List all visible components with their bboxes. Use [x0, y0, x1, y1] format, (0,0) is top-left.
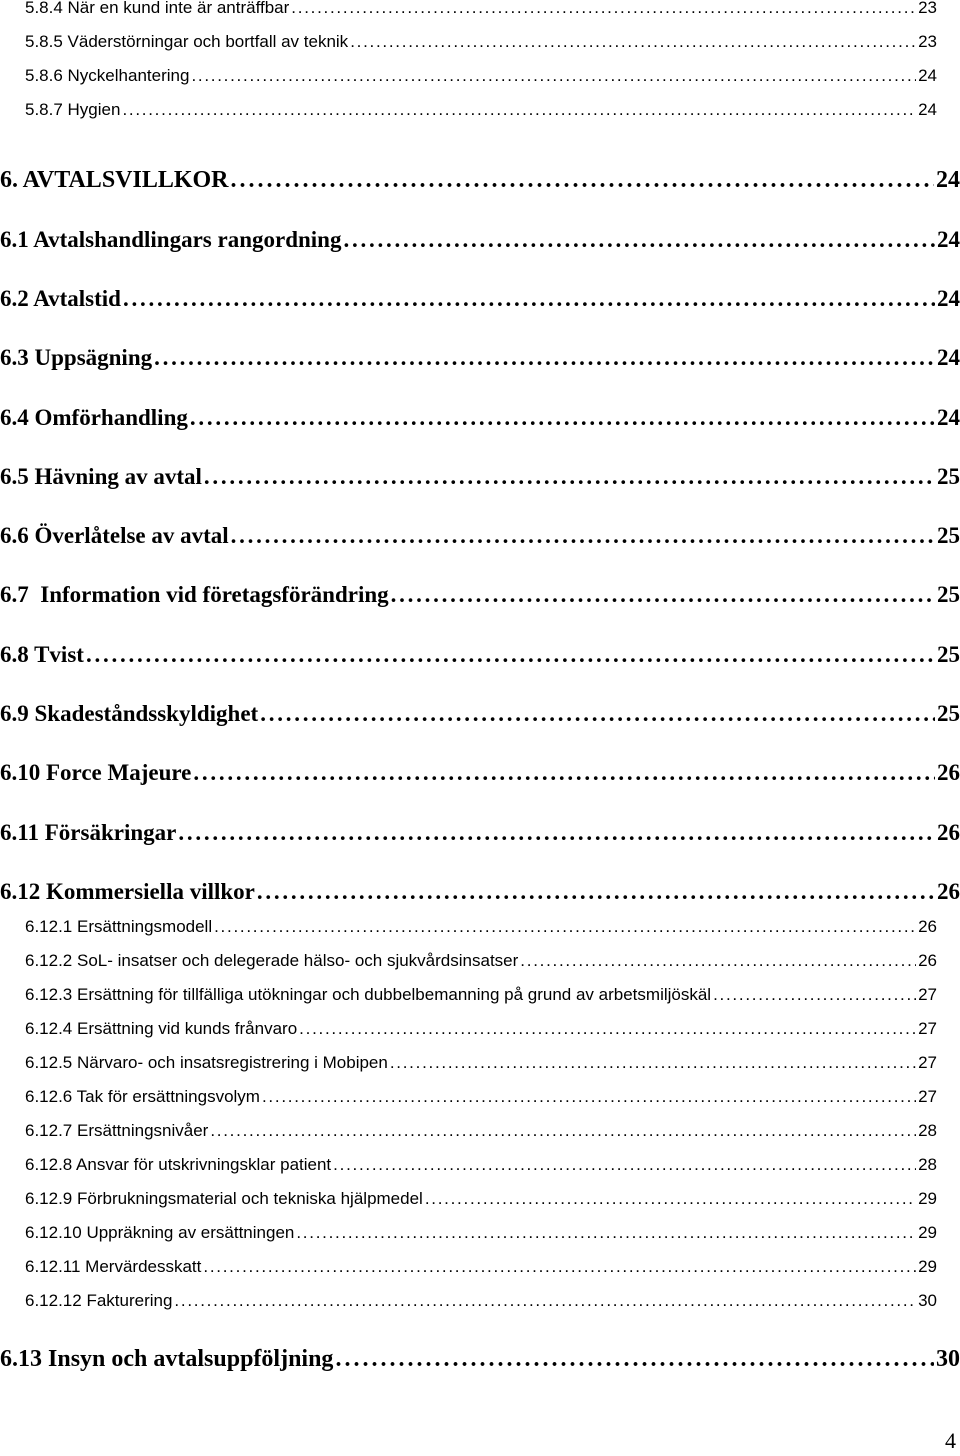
toc-entry[interactable]: [25, 1015, 937, 1043]
toc-leader-dots: [204, 459, 935, 495]
toc-leader-dots: [291, 0, 916, 22]
toc-entry-title: 6.7 Information vid företagsförändring: [0, 582, 389, 607]
toc-entry[interactable]: [0, 162, 960, 198]
toc-entry[interactable]: [0, 696, 960, 732]
toc-entry[interactable]: [0, 340, 960, 376]
toc-entry-title: 6.12.3 Ersättning för tillfälliga utökningar och dubbelbemanning på grund av arbetsmiljöskäl: [25, 985, 712, 1004]
toc-entry-page: 29: [918, 1257, 937, 1276]
toc-entry-page: 27: [918, 1053, 937, 1072]
toc-entry-title: 6.8 Tvist: [0, 642, 84, 667]
toc-entry-title: 6.12.12 Fakturering: [25, 1291, 173, 1310]
toc-entry-page: 25: [937, 582, 960, 607]
toc-entry-page: 27: [918, 1087, 937, 1106]
toc-leader-dots: [350, 28, 916, 56]
toc-entry[interactable]: [25, 947, 937, 975]
toc-entry-page: 24: [937, 405, 960, 430]
toc-entry-page: 26: [918, 917, 937, 936]
toc-leader-dots: [174, 1287, 916, 1315]
toc-entry[interactable]: [0, 222, 960, 258]
toc-entry-title: 6.12.10 Uppräkning av ersättningen: [25, 1223, 295, 1242]
toc-entry-page: 25: [937, 701, 960, 726]
toc-leader-dots: [333, 1151, 916, 1179]
toc-leader-dots: [260, 696, 935, 732]
toc-leader-dots: [520, 947, 916, 975]
toc-entry[interactable]: [25, 913, 937, 941]
toc-entry[interactable]: [0, 281, 960, 317]
toc-entry[interactable]: [0, 874, 960, 910]
toc-entry[interactable]: [0, 1341, 960, 1377]
toc-leader-dots: [390, 1049, 916, 1077]
toc-entry[interactable]: [25, 28, 937, 56]
toc-entry-title: 6.12.8 Ansvar för utskrivningsklar patient: [25, 1155, 332, 1174]
toc-leader-dots: [257, 874, 935, 910]
toc-entry-title: 5.8.7 Hygien: [25, 100, 121, 119]
toc-entry[interactable]: [25, 96, 937, 124]
toc-entry-page: 24: [937, 227, 960, 252]
toc-entry-page: 28: [918, 1121, 937, 1140]
toc-entry[interactable]: [0, 815, 960, 851]
toc-entry-title: 6.12.7 Ersättningsnivåer: [25, 1121, 209, 1140]
toc-entry-page: 26: [937, 820, 960, 845]
toc-entry[interactable]: [25, 981, 937, 1009]
toc-leader-dots: [299, 1015, 916, 1043]
toc-leader-dots: [343, 222, 935, 258]
toc-leader-dots: [154, 340, 935, 376]
toc-entry-page: 25: [937, 523, 960, 548]
toc-entry-title: 6.12.9 Förbrukningsmaterial och tekniska hjälpmedel: [25, 1189, 423, 1208]
toc-entry-title: 6.2 Avtalstid: [0, 286, 121, 311]
toc-leader-dots: [210, 1117, 916, 1145]
toc-leader-dots: [190, 400, 935, 436]
toc-entry-title: 5.8.5 Väderstörningar och bortfall av teknik: [25, 32, 349, 51]
toc-leader-dots: [425, 1185, 916, 1213]
toc-entry-page: 28: [918, 1155, 937, 1174]
toc-leader-dots: [231, 518, 935, 554]
toc-entry-page: 23: [918, 0, 937, 17]
toc-entry-title: 6.12.1 Ersättningsmodell: [25, 917, 213, 936]
toc-entry-title: 6. AVTALSVILLKOR: [0, 167, 229, 193]
toc-entry[interactable]: [25, 1185, 937, 1213]
toc-entry-title: 6.11 Försäkringar: [0, 820, 177, 845]
toc-leader-dots: [193, 755, 935, 791]
toc-entry-title: 6.9 Skadeståndsskyldighet: [0, 701, 259, 726]
toc-entry-title: 6.12.6 Tak för ersättningsvolym: [25, 1087, 260, 1106]
toc-entry-title: 6.3 Uppsägning: [0, 345, 153, 370]
toc-entry-title: 5.8.4 När en kund inte är anträffbar: [25, 0, 290, 17]
toc-entry[interactable]: [25, 1083, 937, 1111]
toc-entry-page: 26: [937, 879, 960, 904]
toc-leader-dots: [86, 637, 935, 673]
toc-entry[interactable]: [25, 0, 937, 22]
toc-entry-page: 24: [918, 66, 937, 85]
toc-entry-page: 30: [918, 1291, 937, 1310]
toc-entry[interactable]: [25, 62, 937, 90]
toc-leader-dots: [122, 96, 916, 124]
toc-entry-title: 6.12.2 SoL- insatser och delegerade hälso- och sjukvårdsinsatser: [25, 951, 519, 970]
toc-entry[interactable]: [0, 637, 960, 673]
toc-entry-page: 24: [936, 167, 960, 193]
toc-entry[interactable]: [0, 518, 960, 554]
toc-entry-page: 25: [937, 642, 960, 667]
toc-leader-dots: [296, 1219, 916, 1247]
toc-entry-page: 24: [937, 345, 960, 370]
toc-entry-page: 24: [918, 100, 937, 119]
toc-entry-title: 6.12.11 Mervärdesskatt: [25, 1257, 202, 1276]
toc-entry[interactable]: [25, 1287, 937, 1315]
toc-entry[interactable]: [0, 459, 960, 495]
toc-entry-title: 6.10 Force Majeure: [0, 760, 192, 785]
toc-entry-title: 6.4 Omförhandling: [0, 405, 188, 430]
toc-leader-dots: [262, 1083, 916, 1111]
toc-entry[interactable]: [0, 755, 960, 791]
toc-leader-dots: [191, 62, 916, 90]
toc-entry-title: 6.1 Avtalshandlingars rangordning: [0, 227, 342, 252]
toc-entry-page: 27: [918, 1019, 937, 1038]
toc-entry-page: 25: [937, 464, 960, 489]
page-number: 4: [945, 1428, 956, 1453]
toc-leader-dots: [178, 815, 935, 851]
toc-entry-title: 6.12.5 Närvaro- och insatsregistrering i Mobipen: [25, 1053, 388, 1072]
toc-entry-title: 6.13 Insyn och avtalsuppföljning: [0, 1346, 334, 1372]
toc-entry[interactable]: [25, 1151, 937, 1179]
toc-leader-dots: [335, 1341, 934, 1377]
toc-entry-page: 24: [937, 286, 960, 311]
toc-entry[interactable]: [25, 1219, 937, 1247]
toc-entry-title: 5.8.6 Nyckelhantering: [25, 66, 190, 85]
toc-leader-dots: [231, 162, 934, 198]
toc-entry-page: 26: [937, 760, 960, 785]
toc-entry-title: 6.12 Kommersiella villkor: [0, 879, 255, 904]
toc-entry[interactable]: [0, 400, 960, 436]
toc-leader-dots: [203, 1253, 916, 1281]
toc-leader-dots: [123, 281, 935, 317]
toc-leader-dots: [214, 913, 916, 941]
toc-entry-page: 27: [918, 985, 937, 1004]
toc-entry-title: 6.6 Överlåtelse av avtal: [0, 523, 229, 548]
toc-entry-page: 29: [918, 1189, 937, 1208]
toc-leader-dots: [713, 981, 916, 1009]
toc-entry-title: 6.5 Hävning av avtal: [0, 464, 202, 489]
toc-entry[interactable]: [25, 1049, 937, 1077]
toc-entry-title: 6.12.4 Ersättning vid kunds frånvaro: [25, 1019, 298, 1038]
toc-entry-page: 29: [918, 1223, 937, 1242]
toc-entry[interactable]: [25, 1253, 937, 1281]
toc-entry-page: 30: [936, 1346, 960, 1372]
toc-entry-page: 26: [918, 951, 937, 970]
toc-entry[interactable]: [25, 1117, 937, 1145]
toc-leader-dots: [391, 577, 935, 613]
toc-entry[interactable]: [0, 577, 960, 613]
toc-entry-page: 23: [918, 32, 937, 51]
